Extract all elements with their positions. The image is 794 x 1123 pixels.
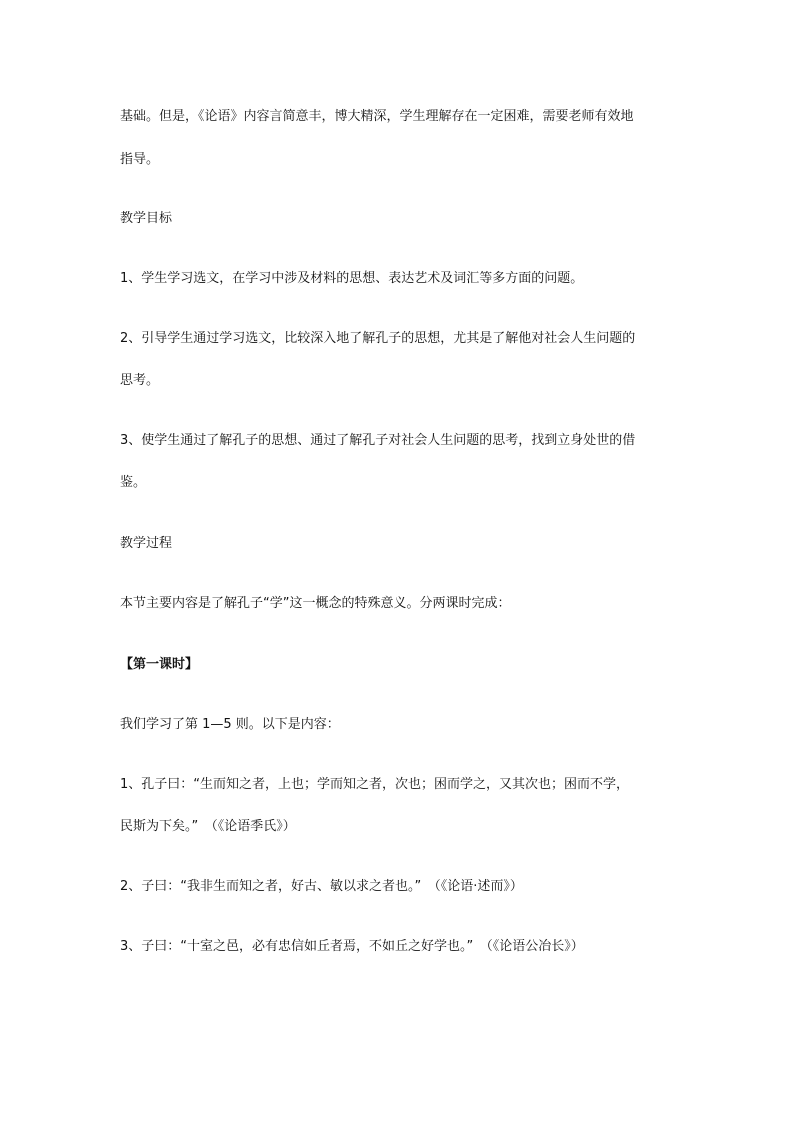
quote-2: 2、子曰：“我非生而知之者，好古、敏以求之者也。” （《论语·述而》）: [120, 879, 523, 894]
objective-1: 1、学生学习选文，在学习中涉及材料的思想、表达艺术及词汇等多方面的问题。: [120, 271, 584, 286]
paragraph-line-2: 指导。: [120, 152, 160, 167]
objective-2-line-2: 思考。: [120, 373, 160, 388]
process-intro: 本节主要内容是了解孔子“学”这一概念的特殊意义。分两课时完成：: [120, 596, 511, 611]
lesson-intro: 我们学习了第 1—5 则。以下是内容：: [120, 717, 340, 732]
objective-2-line-1: 2、引导学生通过学习选文，比较深入地了解孔子的思想，尤其是了解他对社会人生问题的: [120, 331, 636, 346]
quote-1-line-2: 民斯为下矣。” （《论语季氏》）: [120, 819, 296, 834]
quote-3: 3、子曰：“十室之邑，必有忠信如丘者焉，不如丘之好学也。” （《论语公冶长》）: [120, 939, 584, 954]
section-heading-objectives: 教学目标: [120, 211, 173, 226]
quote-1-line-1: 1、孔子曰：“生而知之者，上也；学而知之者，次也；困而学之，又其次也；困而不学，: [120, 777, 630, 792]
lesson-heading-first: 【第一课时】: [120, 657, 199, 672]
paragraph-line-1: 基础。但是，《论语》内容言简意丰，博大精深，学生理解存在一定困难，需要老师有效地: [120, 109, 634, 124]
objective-3-line-1: 3、使学生通过了解孔子的思想、通过了解孔子对社会人生问题的思考，找到立身处世的借: [120, 433, 636, 448]
objective-3-line-2: 鉴。: [120, 475, 147, 490]
section-heading-process: 教学过程: [120, 536, 173, 551]
